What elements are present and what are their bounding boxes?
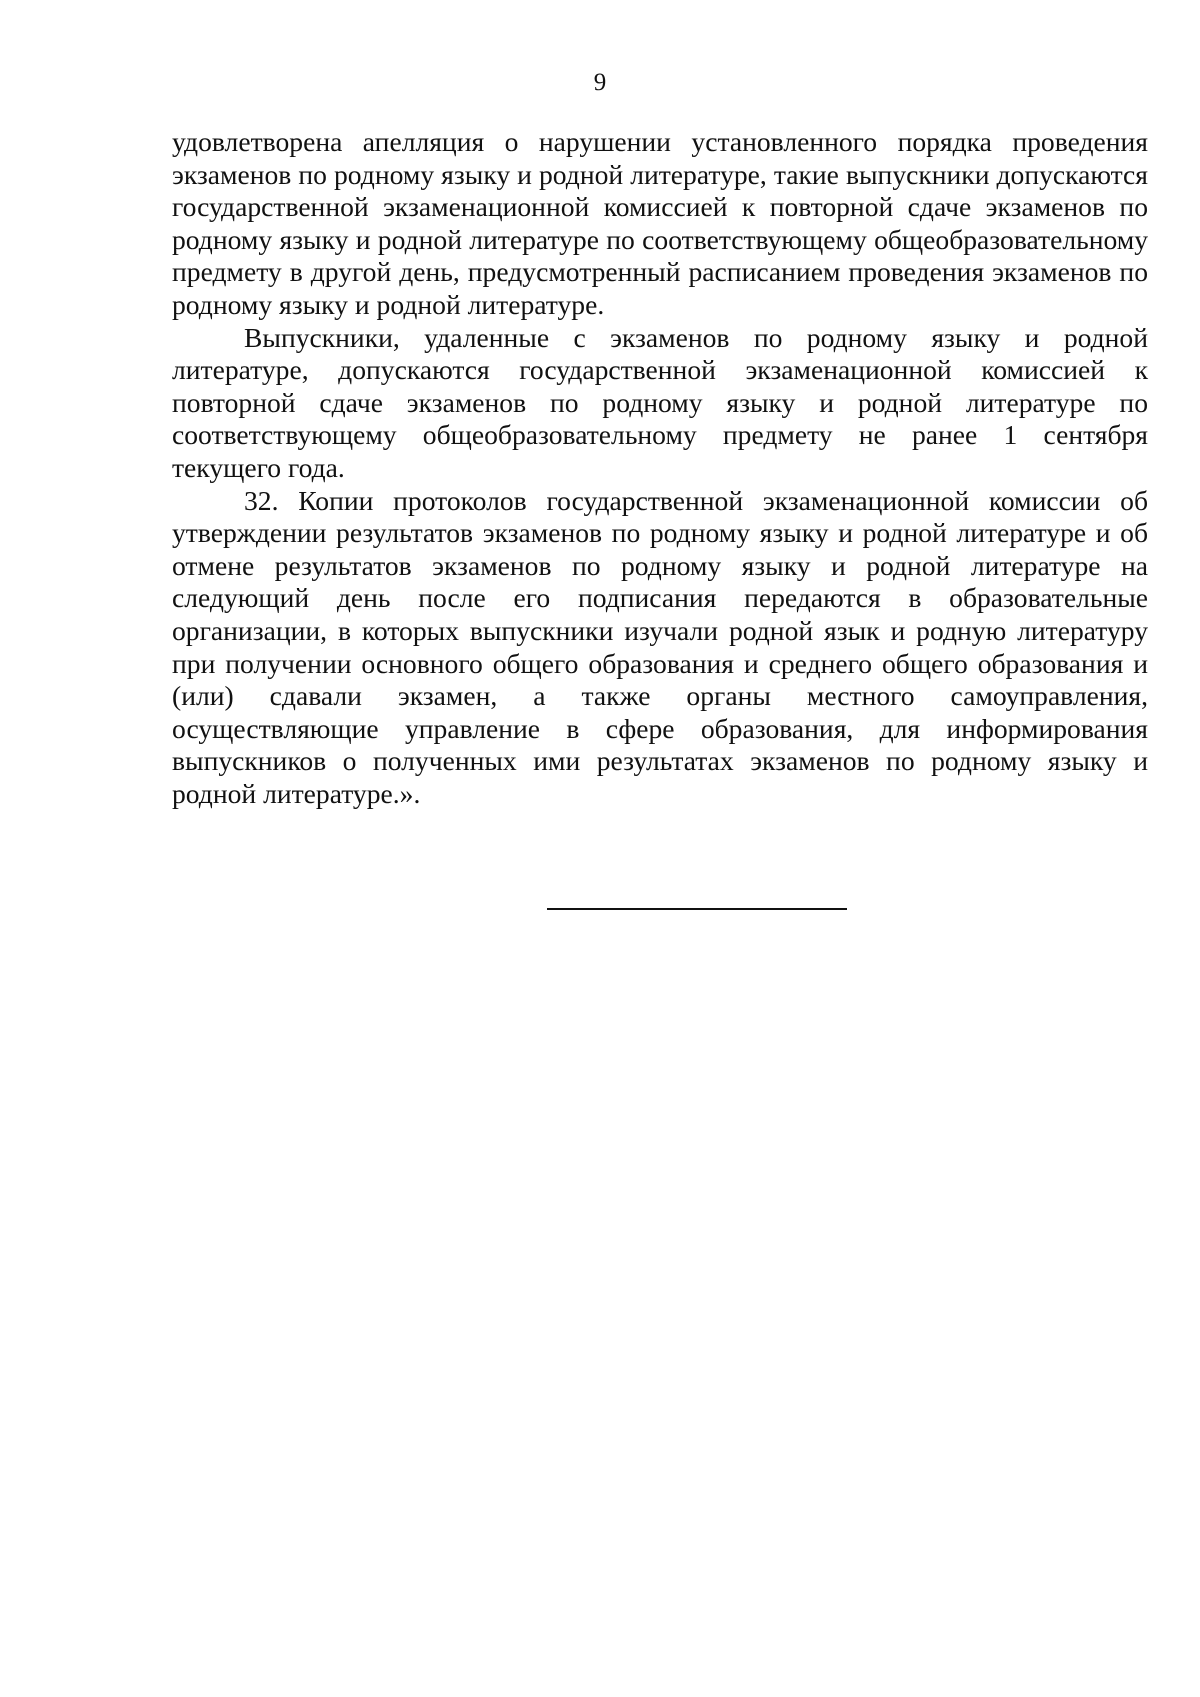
paragraph-removed-graduates: Выпускники, удаленные с экзаменов по родному языку и родной литературе, допускаются государственной экзаменационной комиссией к повторной сдаче экзаменов по родному языку и родной литературе по соответствующему общеобразовательному предмету не ранее 1 сентября текущего года. (172, 321, 1148, 483)
closing-divider-line (547, 908, 847, 910)
paragraph-continuation: удовлетворена апелляция о нарушении установленного порядка проведения экзаменов по родному языку и родной литературе, такие выпускники допускаются государственной экзаменационной комиссией к повторной сдаче экзаменов по родному языку и родной литературе по соответствующему общеобразовательному предмету в другой день, предусмотренный расписанием проведения экзаменов по родному языку и родной литературе. (172, 126, 1148, 320)
paragraph-item-32: 32. Копии протоколов государственной экзаменационной комиссии об утверждении результатов экзаменов по родному языку и родной литературе и об отмене результатов экзаменов по родному языку и родной литературе на следующий день после его подписания передаются в образовательные организации, в которых выпускники изучали родной язык и родную литературу при получении основного общего образования и среднего общего образования и (или) сдавали экзамен, а также органы местного самоуправления, осуществляющие управление в сфере образования, для информирования выпускников о полученных ими результатах экзаменов по родному языку и родной литературе.». (172, 484, 1148, 809)
page-number: 9 (593, 69, 607, 96)
document-body (172, 126, 1148, 810)
